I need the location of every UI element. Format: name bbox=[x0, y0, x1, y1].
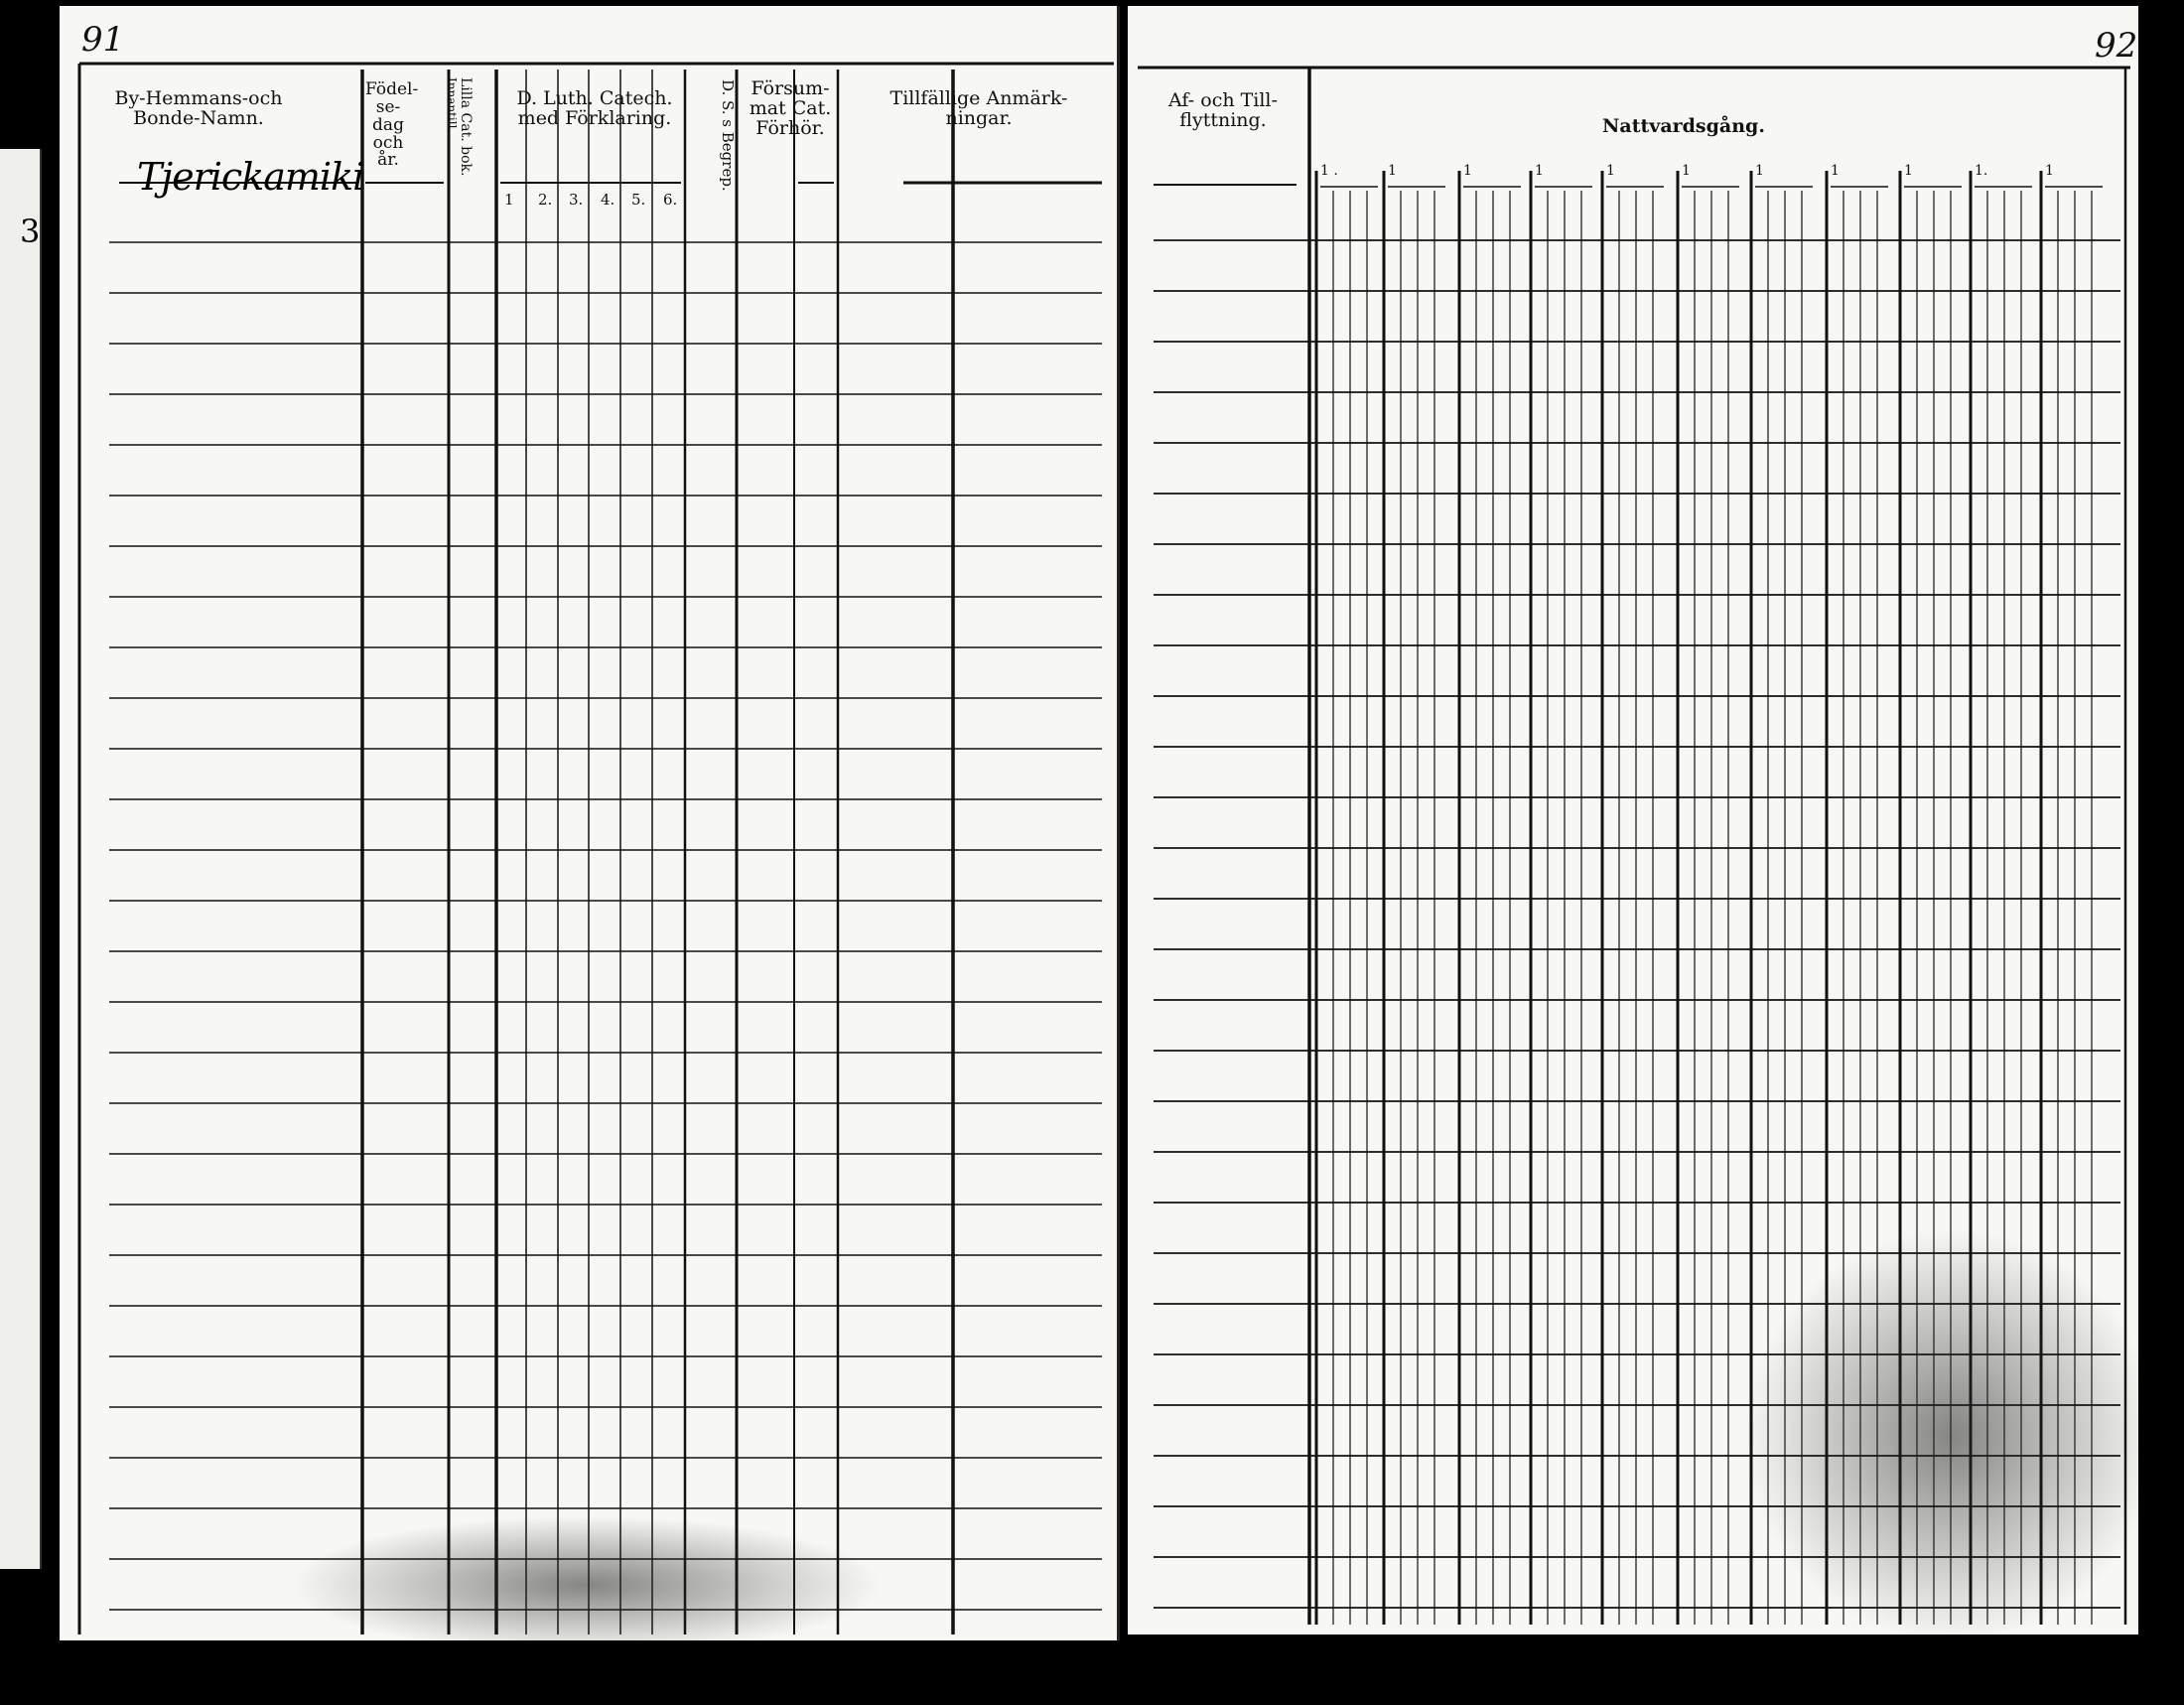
header-luther-catechism: D. Luth. Catech. med Förklaring. bbox=[516, 87, 673, 129]
left-page bbox=[60, 6, 1120, 1640]
header-moving: Af- och Till-flyttning. bbox=[1168, 89, 1278, 131]
communion-count: 1. bbox=[1975, 163, 1988, 179]
communion-count: 1 bbox=[1606, 163, 1615, 179]
communion-count: 1 bbox=[1755, 163, 1764, 179]
ink-smudge bbox=[288, 1515, 884, 1640]
communion-count: 1 bbox=[1682, 163, 1691, 179]
communion-count: 1 bbox=[1388, 163, 1397, 179]
right-page bbox=[1128, 6, 2138, 1634]
communion-count: 1 bbox=[1535, 163, 1544, 179]
communion-count: 1 bbox=[2045, 163, 2054, 179]
header-farm-name: By-Hemmans-och Bonde-Namn. bbox=[114, 87, 283, 129]
catechism-part-6: 6. bbox=[663, 191, 678, 209]
catechism-part-1: 1 bbox=[504, 191, 514, 209]
header-small-catechism-extra: Innantill. bbox=[445, 77, 459, 133]
farm-name-entry: Tjerickamiki bbox=[137, 155, 364, 199]
communion-count: 1 bbox=[1463, 163, 1472, 179]
catechism-part-3: 3. bbox=[569, 191, 584, 209]
header-communion: Nattvardsgång. bbox=[1602, 115, 1765, 137]
ink-smudge-right bbox=[1743, 1227, 2138, 1634]
header-small-catechism: Lilla Cat. bok. bbox=[458, 77, 474, 177]
communion-count: 1 bbox=[1904, 163, 1913, 179]
left-ruled-grid bbox=[60, 6, 1120, 1640]
header-ds: D. S. s Begrep. bbox=[719, 79, 737, 192]
communion-count: 1 . bbox=[1320, 163, 1338, 179]
header-missed: Försum-mat Cat. Förhör. bbox=[749, 77, 832, 139]
communion-count: 1 bbox=[1831, 163, 1840, 179]
catechism-part-5: 5. bbox=[631, 191, 646, 209]
book-edge bbox=[0, 149, 42, 1569]
page-number: 91 bbox=[81, 20, 125, 60]
page-number-right: 92 bbox=[2095, 26, 2138, 66]
margin-mark: 3 bbox=[20, 213, 40, 250]
header-birth: Födel-se-dag och år. bbox=[365, 79, 419, 171]
header-remarks: Tillfällige Anmärk-ningar. bbox=[889, 87, 1068, 129]
catechism-part-2: 2. bbox=[538, 191, 553, 209]
catechism-part-4: 4. bbox=[601, 191, 615, 209]
